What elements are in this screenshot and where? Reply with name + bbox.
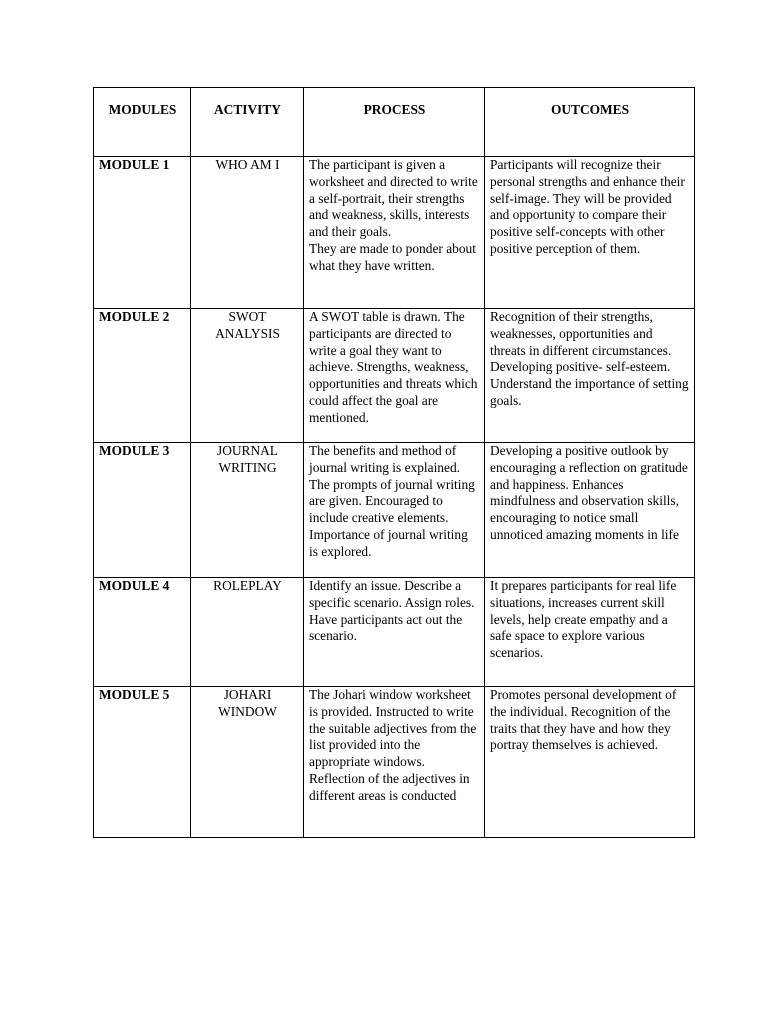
table-row (94, 309, 695, 443)
process-cell: The Johari window worksheet is provided. Instructed to write the suitable adjectives from the list provided into the appropriate windows. Reflection of the adjectives in different areas is conducted (304, 687, 485, 838)
header-process: PROCESS (304, 88, 485, 157)
modules-table (93, 87, 695, 838)
module-cell: MODULE 2 (94, 309, 191, 443)
table-row (94, 443, 695, 578)
table-row (94, 157, 695, 309)
process-cell: The benefits and method of journal writing is explained. The prompts of journal writing are given. Encouraged to include creative elements. Importance of journal writing is explored. (304, 443, 485, 578)
process-cell: A SWOT table is drawn. The participants are directed to write a goal they want to achieve. Strengths, weakness, opportunities and threats which could affect the goal are mentioned. (304, 309, 485, 443)
process-cell (304, 157, 485, 309)
activity-cell: JOURNAL WRITING (191, 443, 304, 578)
outcomes-cell: Recognition of their strengths, weaknesses, opportunities and threats in different circumstances. Developing positive- self-esteem. Understand the importance of setting goals. (485, 309, 695, 443)
table-row (94, 578, 695, 687)
outcomes-cell: It prepares participants for real life situations, increases current skill levels, help create empathy and a safe space to explore various scenarios. (485, 578, 695, 687)
table-header-row (94, 88, 695, 157)
process-text-extra: They are made to ponder about what they have written. (309, 240, 476, 273)
activity-cell: JOHARI WINDOW (191, 687, 304, 838)
process-text: The participant is given a worksheet and directed to write a self-portrait, their strengths and weakness, skills, interests and their goals. (309, 157, 478, 240)
activity-cell: WHO AM I (191, 157, 304, 309)
table-row (94, 687, 695, 838)
module-cell: MODULE 1 (94, 157, 191, 309)
header-activity: ACTIVITY (191, 88, 304, 157)
activity-cell: ROLEPLAY (191, 578, 304, 687)
process-cell: Identify an issue. Describe a specific scenario. Assign roles. Have participants act out the scenario. (304, 578, 485, 687)
outcomes-cell: Promotes personal development of the individual. Recognition of the traits that they have and how they portray themselves is achieved. (485, 687, 695, 838)
activity-cell: SWOT ANALYSIS (191, 309, 304, 443)
outcomes-cell: Participants will recognize their personal strengths and enhance their self-image. They will be provided and opportunity to compare their positive self-concepts with other positive perception of them. (485, 157, 695, 309)
outcomes-cell: Developing a positive outlook by encouraging a reflection on gratitude and happiness. Enhances mindfulness and observation skills, encouraging to notice small unnoticed amazing moments in life (485, 443, 695, 578)
header-outcomes: OUTCOMES (485, 88, 695, 157)
module-cell: MODULE 3 (94, 443, 191, 578)
module-cell: MODULE 5 (94, 687, 191, 838)
module-cell: MODULE 4 (94, 578, 191, 687)
header-modules: MODULES (94, 88, 191, 157)
